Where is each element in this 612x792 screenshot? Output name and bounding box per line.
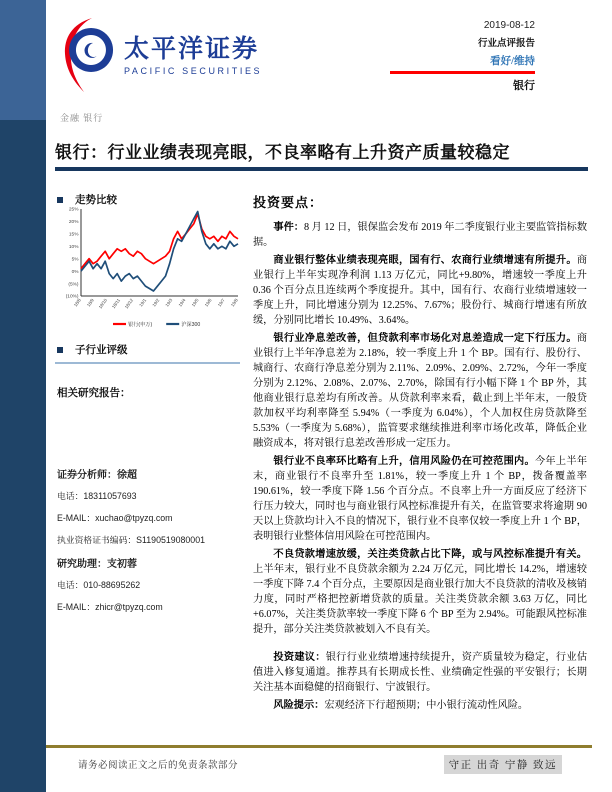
footer-divider (46, 745, 592, 748)
svg-text:19/1: 19/1 (138, 297, 148, 308)
rating-underline (390, 71, 535, 74)
report-paragraph (253, 698, 587, 713)
svg-text:19/5: 19/5 (190, 297, 200, 308)
footer-disclaimer: 请务必阅读正文之后的免责条款部分 (78, 761, 239, 771)
logo-cn-text: 太平洋证券 (124, 35, 260, 64)
main-content (253, 192, 587, 716)
paragraph-lead: 不良贷款增速放缓，关注类贷款占比下降，或与风控标准提升有关。 (273, 549, 587, 560)
paragraph-lead: 银行业净息差改善，但贷款利率市场化对息差造成一定下行压力。 (273, 333, 577, 344)
paragraph-text: 商业银行上半年实现净利润 1.13 万亿元，同比+9.80%，增速较一季度上升 0.36 个百分点且连续两个季度提升。其中，国有行、农商行业绩增速较一季度上升，同比增速分别为 12.25%、7.67%；股份行、城商行增速有所放缓，分别同比增长 10.49%、3.64%。 (253, 255, 587, 326)
trend-comparison-chart (57, 204, 242, 334)
svg-text:19/8: 19/8 (229, 297, 239, 308)
report-paragraph (253, 454, 587, 544)
contact-block (57, 466, 242, 622)
svg-text:19/3: 19/3 (164, 297, 174, 308)
breadcrumb-tags: 金融 银行 (60, 113, 104, 123)
svg-text:25%: 25% (68, 207, 79, 213)
paragraph-text: 上半年末，银行业不良贷款余额为 2.24 万亿元，同比增长 14.2%，增速较一季度下降 7.4 个百分点，主要原因是商业银行加大不良贷款的清收及核销力度，同时严格把控新增贷款的质量。关注类贷款余额 3.63 万亿，同比+6.07%，关注类贷款率较一季度下降 6 个 BP 至为 2.94%。可能跟风控标准提升，部分关注类贷款被划入不良有关。 (253, 564, 587, 635)
report-paragraph (253, 220, 587, 250)
report-paragraph (253, 547, 587, 637)
investment-highlights-heading: 投资要点： (253, 195, 324, 210)
subindustry-section-title: 子行业评级 (75, 345, 128, 356)
industry-rating: 看好/维持 (490, 56, 535, 67)
paragraph-text: 宏观经济下行超预期；中小银行流动性风险。 (324, 700, 529, 711)
assistant-name: 研究助理：支初蓉 (57, 559, 137, 570)
svg-text:19/7: 19/7 (216, 297, 226, 308)
assistant-phone: 电话：010-88695262 (57, 580, 141, 590)
left-edge-bar-bottom (0, 120, 46, 792)
svg-text:沪深300: 沪深300 (181, 322, 201, 328)
report-date: 2019-08-12 (483, 20, 535, 31)
logo-en-text: PACIFIC SECURITIES (124, 65, 263, 76)
pacific-securities-logo-icon (58, 16, 118, 96)
paragraph-text: 今年上半年末，商业银行不良率升至 1.81%，较一季度上升 1 个 BP，拨备覆盖率 190.61%，较一季度下降 1.56 个百分点。不良率上升一方面反应了经济下行压力较大，同时也与商业银行风控标准提升有关，在监管要求将逾期 90 天以上贷款均计入不良的情况下，银行业不良率仅较一季度上升 1 个 BP，表明银行业整体信用风险在可控范围内。 (253, 456, 588, 542)
left-edge-bar-top (0, 0, 46, 120)
svg-text:20%: 20% (68, 220, 79, 226)
analyst-certificate: 执业资格证书编码：S1190519080001 (57, 535, 205, 545)
sidebar-divider (55, 362, 240, 364)
square-bullet-icon (57, 347, 63, 353)
title-divider (55, 167, 588, 171)
left-edge-bar (0, 0, 46, 792)
svg-text:19/4: 19/4 (177, 297, 187, 308)
assistant-email: E-MAIL：zhicr@tpyzq.com (57, 602, 163, 612)
svg-text:0%: 0% (71, 269, 79, 275)
trend-section-title: 走势比较 (75, 195, 117, 206)
svg-text:(5%): (5%) (68, 282, 79, 288)
paragraph-lead: 事件： (273, 222, 304, 233)
report-type: 行业点评报告 (477, 39, 535, 49)
paragraph-lead: 银行业不良率环比略有上升，信用风险仍在可控范围内。 (273, 456, 535, 467)
svg-text:(10%): (10%) (65, 294, 79, 300)
report-meta (315, 20, 535, 93)
report-paragraph (253, 331, 587, 451)
paragraph-text: 商业银行上半年净息差为 2.18%，较一季度上升 1 个 BP。国有行、股份行、城商行、农商行净息差分别为 2.11%、2.09%、2.09%、2.72%，今年一季度分别为 2.12%、2.08%、2.07%、2.70%，除国有行小幅下降 1 个 BP 外，其他商业银行息差均有所改善。从贷款利率来看，截止到上半年末，一般贷款加权平均利率降至 5.94%（一季度为 6.04%），个人加权住房贷款降至 5.53%（一季度为 5.68%），监管要求继续推进利率市场化改革，降低企业融资成本，将对银行息差改善形成一定压力。 (253, 333, 587, 449)
paragraph-text: 银行行业业绩增速持续提升，资产质量较为稳定，行业估值进入修复通道。推荐具有长期成长性、业绩确定性强的平安银行；长期关注基本面稳健的招商银行、宁波银行。 (253, 652, 588, 693)
report-paragraph (253, 650, 587, 695)
analyst-name: 证券分析师：徐超 (57, 470, 137, 481)
svg-text:18/11: 18/11 (110, 297, 122, 310)
svg-text:19/6: 19/6 (203, 297, 213, 308)
subindustry-section-header (55, 342, 128, 357)
paragraph-text: 8 月 12 日，银保监会发布 2019 年二季度银行业主要监管指标数据。 (253, 222, 588, 248)
square-bullet-icon (57, 197, 63, 203)
svg-text:15%: 15% (68, 232, 79, 238)
company-logo (58, 16, 262, 96)
paragraph-lead: 投资建议： (273, 652, 326, 663)
trend-chart-svg (57, 204, 242, 334)
analyst-phone: 电话：18311057693 (57, 491, 137, 501)
svg-text:银行(申万): 银行(申万) (128, 322, 153, 328)
paragraph-lead: 风险提示： (273, 700, 325, 711)
industry-name: 银行 (513, 80, 535, 92)
paragraph-lead: 商业银行整体业绩表现亮眼，国有行、农商行业绩增速有所提升。 (273, 255, 577, 266)
analyst-email: E-MAIL：xuchao@tpyzq.com (57, 513, 173, 523)
paragraph-list (253, 220, 587, 713)
svg-text:18/10: 18/10 (97, 297, 108, 310)
svg-text:18/9: 18/9 (85, 297, 95, 308)
svg-text:18/12: 18/12 (123, 297, 135, 310)
related-reports-title: 相关研究报告： (57, 388, 131, 399)
footer-motto: 守正 出奇 宁静 致远 (444, 755, 562, 774)
svg-text:18/8: 18/8 (72, 297, 82, 308)
page-title: 银行：行业业绩表现亮眼，不良率略有上升资产质量较稳定 (55, 143, 510, 162)
svg-text:19/2: 19/2 (151, 297, 161, 308)
svg-text:5%: 5% (71, 257, 79, 263)
report-paragraph (253, 253, 587, 328)
svg-text:10%: 10% (68, 244, 79, 250)
